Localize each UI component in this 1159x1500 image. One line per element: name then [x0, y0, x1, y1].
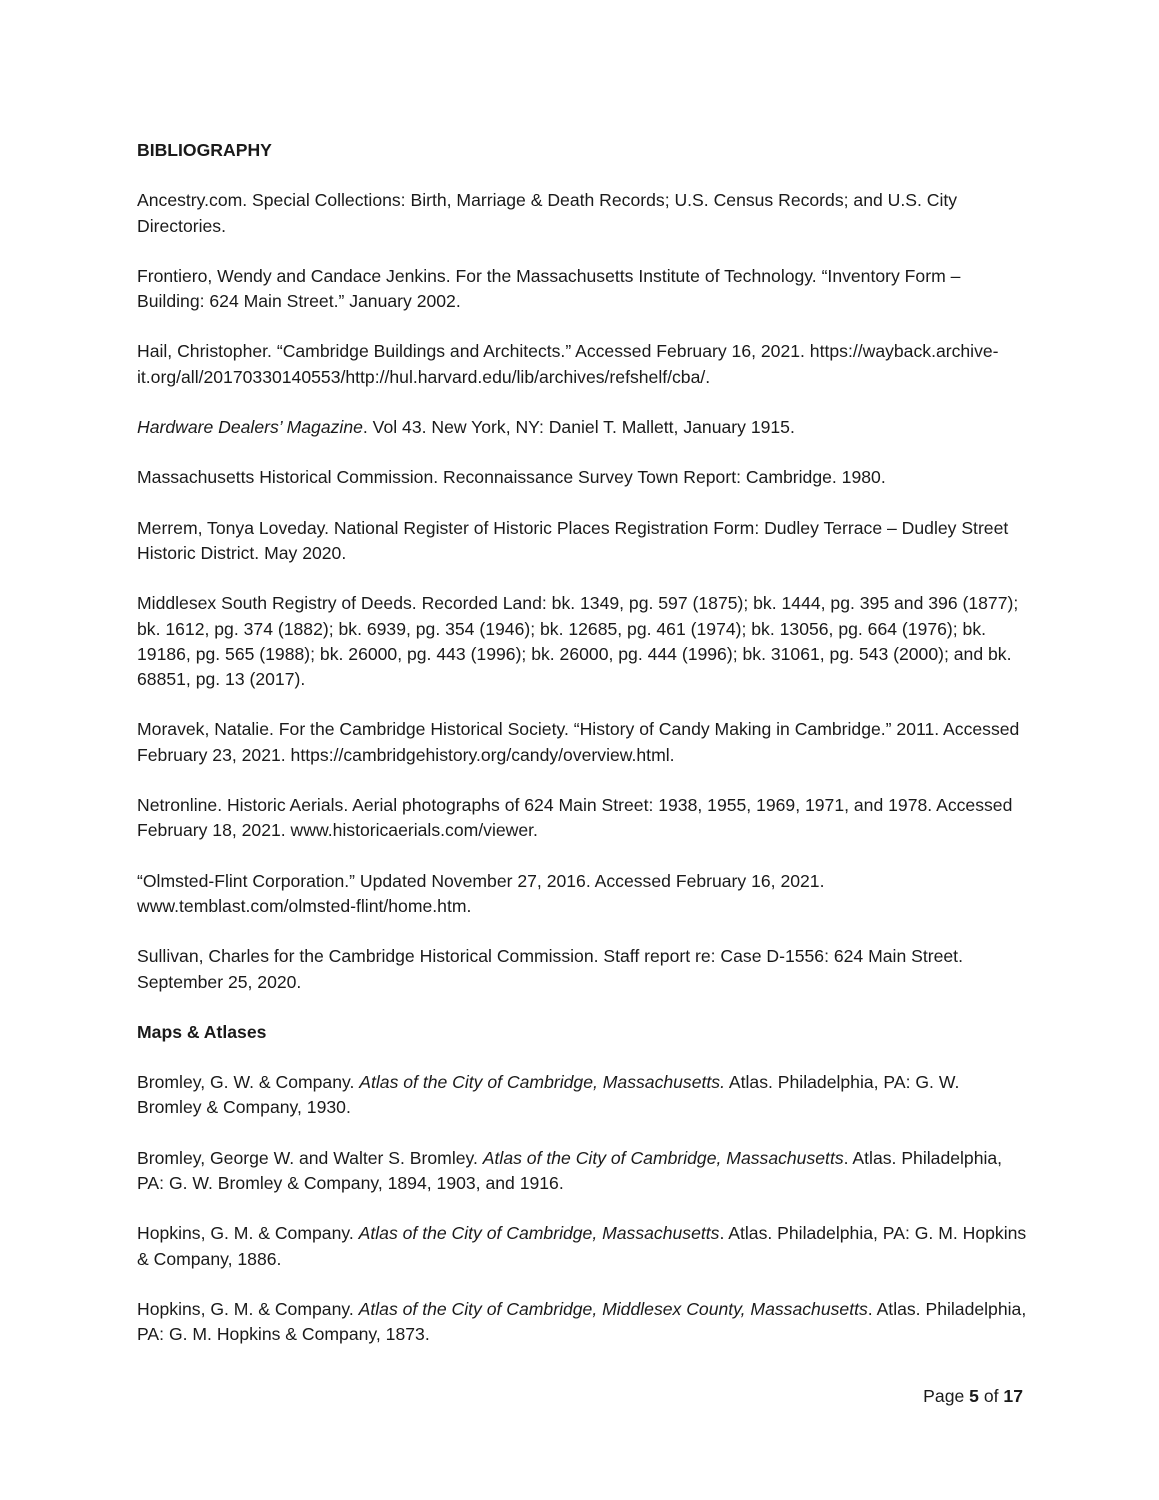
bib-entry-moravek: Moravek, Natalie. For the Cambridge Historical Society. “History of Candy Making in Cambridge.” 2011. Accessed February 23, 2021. https://cambridgehistory.org/candy/overview.html. [137, 719, 1020, 765]
bib-entry-hail: Hail, Christopher. “Cambridge Buildings and Architects.” Accessed February 16, 2021. https://wayback.archive-it.org/all/20170330140553/http://hul.harvard.edu/lib/archives/refshelf/cba/. [137, 341, 999, 387]
page-number: 5 [969, 1386, 979, 1406]
bib-entry-sullivan: Sullivan, Charles for the Cambridge Historical Commission. Staff report re: Case D-1556: 624 Main Street. September 25, 2020. [137, 946, 963, 992]
map-entry-bromley-1930 [137, 1070, 1027, 1121]
maps-heading: Maps & Atlases [137, 1021, 267, 1042]
map-entry-title: Atlas of the City of Cambridge, Massachusetts [482, 1147, 844, 1168]
map-entry-hopkins-1886 [137, 1221, 1027, 1272]
page-of-label: of [983, 1386, 999, 1406]
page-footer [923, 1384, 1023, 1409]
bib-entry-netronline: Netronline. Historic Aerials. Aerial photographs of 624 Main Street: 1938, 1955, 1969, 1971, and 1978. Accessed February 18, 2021. www.historicaerials.com/viewer. [137, 795, 1013, 841]
bib-entry-olmsted: “Olmsted-Flint Corporation.” Updated November 27, 2016. Accessed February 16, 2021. www.temblast.com/olmsted-flint/home.htm. [137, 870, 825, 916]
bib-entry-ancestry: Ancestry.com. Special Collections: Birth, Marriage & Death Records; U.S. Census Records; and U.S. City Directories. [137, 190, 958, 236]
bib-entry-hardware [137, 415, 1027, 440]
map-entry-author: Hopkins, G. M. & Company. [137, 1223, 359, 1244]
map-entry-author: Bromley, George W. and Walter S. Bromley. [137, 1147, 483, 1168]
bib-entry-hardware-rest: . Vol 43. New York, NY: Daniel T. Mallett, January 1915. [362, 417, 795, 438]
map-entry-hopkins-1873 [137, 1297, 1027, 1348]
map-entry-publisher: . Atlas. Philadelphia, PA: G. W. Bromley & Company, 1894, 1903, and 1916. [137, 1147, 1003, 1194]
bib-entry-merrem: Merrem, Tonya Loveday. National Register of Historic Places Registration Form: Dudley Terrace – Dudley Street Historic District. May 2020. [137, 517, 1009, 563]
bib-entry-middlesex: Middlesex South Registry of Deeds. Recorded Land: bk. 1349, pg. 597 (1875); bk. 1444, pg. 395 and 396 (1877); bk. 1612, pg. 374 (1882); bk. 6939, pg. 354 (1946); bk. 12685, pg. 461 (1974); bk. 13056, pg. 664 (1976); bk. 19186, pg. 565 (1988); bk. 26000, pg. 443 (1996); bk. 26000, pg. 444 (1996); bk. 31061, pg. 543 (2000); and bk. 68851, pg. 13 (2017). [137, 593, 1019, 690]
map-entry-title: Atlas of the City of Cambridge, Massachusetts. [359, 1072, 725, 1093]
map-entry-publisher: Atlas. Philadelphia, PA: G. W. Bromley & Company, 1930. [137, 1072, 960, 1118]
map-entry-bromley-1894 [137, 1146, 1027, 1197]
bib-entry-hardware-title: Hardware Dealers’ Magazine [137, 417, 363, 438]
bib-entry-mhc: Massachusetts Historical Commission. Reconnaissance Survey Town Report: Cambridge. 1980. [137, 467, 886, 488]
page-total: 17 [1003, 1386, 1023, 1406]
map-entry-title: Atlas of the City of Cambridge, Massachusetts [358, 1223, 720, 1244]
map-entry-publisher: . Atlas. Philadelphia, PA: G. M. Hopkins & Company, 1873. [137, 1298, 1027, 1345]
map-entry-title: Atlas of the City of Cambridge, Middlesex County, Massachusetts [358, 1298, 868, 1319]
document-body [137, 138, 1027, 1348]
map-entry-author: Bromley, G. W. & Company. [137, 1072, 360, 1093]
map-entry-publisher: . Atlas. Philadelphia, PA: G. M. Hopkins & Company, 1886. [137, 1223, 1027, 1269]
page-label: Page [923, 1386, 965, 1406]
map-entry-author: Hopkins, G. M. & Company. [137, 1298, 359, 1319]
bibliography-heading: BIBLIOGRAPHY [137, 140, 272, 160]
bib-entry-frontiero: Frontiero, Wendy and Candace Jenkins. For the Massachusetts Institute of Technology. “Inventory Form – Building: 624 Main Street.” January 2002. [137, 265, 961, 312]
